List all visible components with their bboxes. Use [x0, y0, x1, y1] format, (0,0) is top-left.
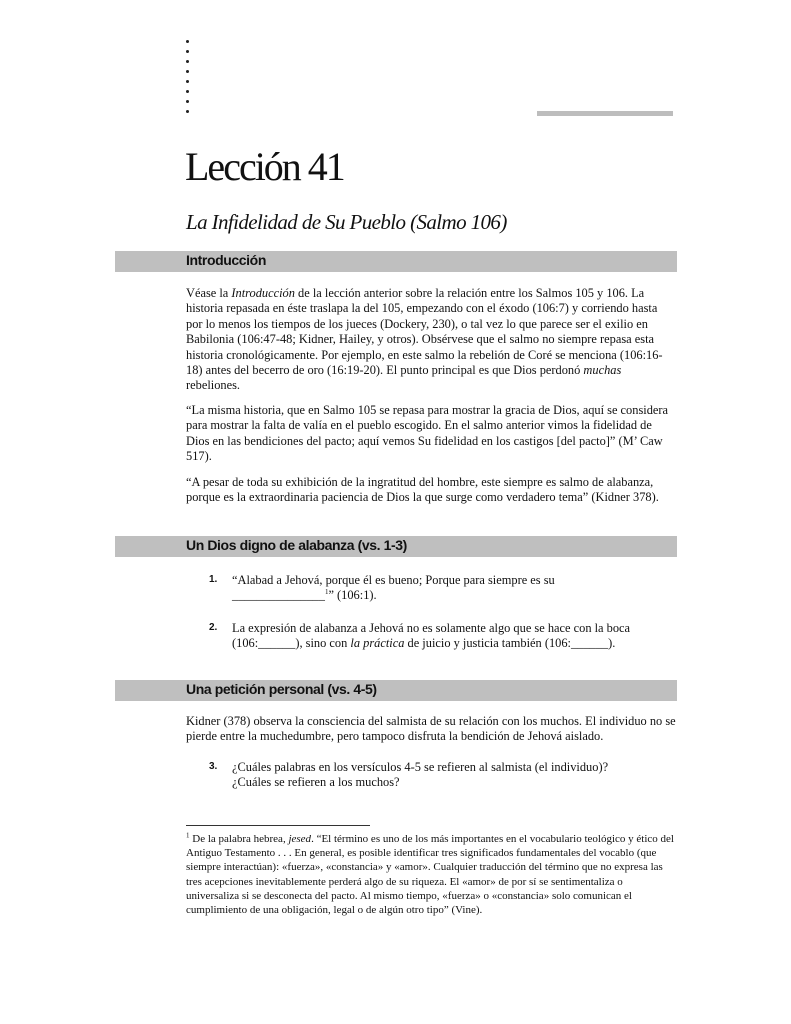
section-title: Introducción	[186, 252, 266, 268]
footnote-1: $^1$ De la palabra hebrea, jesed. “El término es uno de los más importantes en el vocabulario teológico y ético del Antiguo Testamento . . . En general, es posible identificar tres significados fundamentales del vocablo (que siempre interactúan): «fuerza», «constancia» y «amor». Cualquier traducción del término que no expresa las tres acepciones inevitablemente perderá algo de su riqueza. El «amor» de por sí se sentimentaliza o universaliza si se desconecta del pacto. Al mismo tiempo, «fuerza» o «constancia» solo comunican el cumplimiento de una obligación, legal o de algún otro tipo” (Vine).	[186, 831, 674, 917]
lesson-subtitle: La Infidelidad de Su Pueblo (Salmo 106)	[186, 210, 507, 234]
intro-paragraph-2: “La misma historia, que en Salmo 105 se repasa para mostrar la gracia de Dios, aquí se considera para mostrar la falta de valía en el pueblo escogido. En el salmo anterior vimos la fidelidad de Dios en las bendiciones del pacto; aquí vemos Su fidelidad en los castigos [del pacto]” (M’ Caw 517).	[186, 403, 669, 464]
question-text: ¿Cuáles palabras en los versículos 4-5 se refieren al salmista (el individuo)? ¿Cuáles se refieren a los muchos?	[232, 760, 609, 790]
section-header-alabanza	[115, 536, 677, 557]
question-text: La expresión de alabanza a Jehová no es solamente algo que se hace con la boca (106:______), sino con la práctica de juicio y justicia también (106:______).	[232, 621, 631, 651]
intro-paragraph-3: “A pesar de toda su exhibición de la ingratitud del hombre, este siempre es salmo de alabanza, porque es la extraordinaria paciencia de Dios la que surge como verdadero tema” (Kidner 378).	[186, 475, 659, 505]
section-title: Un Dios digno de alabanza (vs. 1-3)	[186, 537, 407, 553]
footnote-separator	[186, 825, 370, 826]
lesson-title: Lección 41	[185, 144, 344, 189]
intro-paragraph-1: Véase la Introducción de la lección anterior sobre la relación entre los Salmos 105 y 106. La historia repasada en éste traslapa la del 105, empezando con el éxodo (106:7) y corriendo hasta por lo menos los tiempos de los jueces (Dockery, 230), o tal vez lo que parece ser el exilio en Babilonia (106:47-48; Kidner, Hailey, y otros). Obsérvese que el salmo no siempre repasa esta historia cronológicamente. Por ejemplo, en este salmo la rebelión de Coré se menciona (106:16-18) antes del becerro de oro (16:19-20). El punto principal es que Dios perdonó muchas rebeliones.	[186, 286, 663, 393]
question-text: “Alabad a Jehová, porque él es bueno; Porque para siempre es su _______________$^1$” (106:1).	[232, 573, 555, 603]
section-title: Una petición personal (vs. 4-5)	[186, 681, 377, 697]
section-header-peticion	[115, 680, 677, 701]
petition-paragraph: Kidner (378) observa la consciencia del salmista de su relación con los muchos. El individuo no se pierde entre la muchedumbre, pero tampoco disfruta la bendición de Jehová aislado.	[186, 714, 676, 744]
decorative-header-bar	[537, 111, 673, 116]
question-number: 3.	[209, 761, 218, 772]
section-header-introduccion	[115, 251, 677, 272]
question-number: 1.	[209, 574, 218, 585]
decorative-dotted-line	[186, 40, 192, 120]
question-number: 2.	[209, 622, 218, 633]
